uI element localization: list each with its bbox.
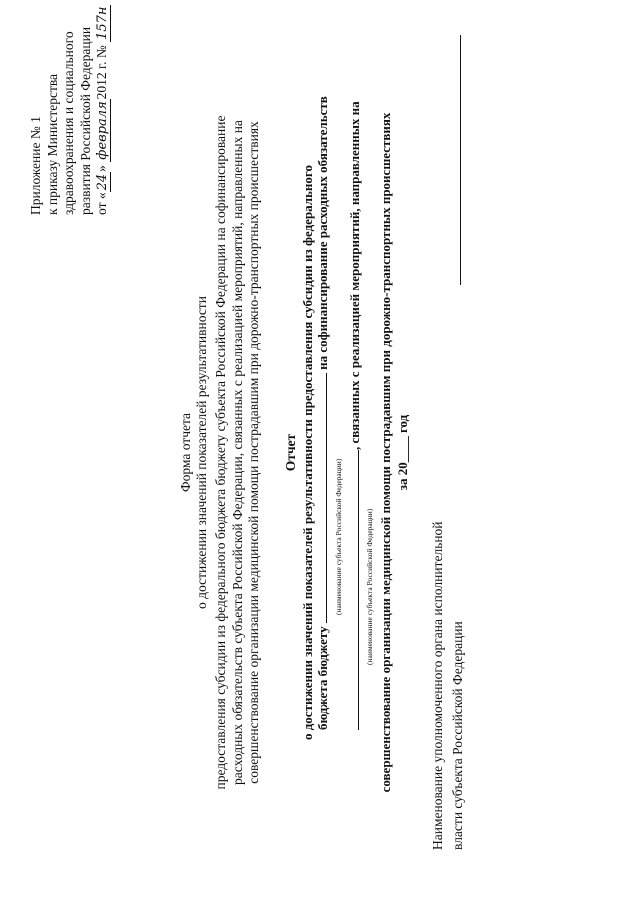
date-prefix: от « <box>94 192 109 215</box>
appendix-line: Приложение № 1 <box>28 116 43 215</box>
handwritten-number: 157н <box>95 6 110 40</box>
form-subtitle-text: о достижении значений показателей результативности <box>194 296 209 609</box>
form-desc-line: расходных обязательств субъекта Российской Федерации, связанных с реализацией мероприятий, направленных на <box>229 120 245 785</box>
report-title: Отчет <box>283 433 298 472</box>
authority-name-blank[interactable] <box>460 35 461 285</box>
report-year-line: за 20____ год <box>395 414 410 491</box>
subject-name-blank[interactable] <box>326 373 327 623</box>
field-caption: (наименование субъекта Российской Федерации) <box>365 508 374 665</box>
form-title-text: Форма отчета <box>178 412 193 493</box>
handwritten-day: 24 <box>95 173 110 191</box>
report-line: о достижении значений показателей результативности предоставления субсидии из федерального <box>300 164 315 741</box>
report-line-end: на софинансирование расходных обязательств <box>315 96 330 370</box>
authority-label-line: власти субъекта Российской Федерации <box>450 621 465 850</box>
handwritten-month: февраля <box>95 101 110 160</box>
report-line-start: бюджета бюджету <box>315 626 330 730</box>
appendix-line: развития Российской Федерации <box>77 26 93 215</box>
subject-name-blank-2[interactable] <box>358 450 359 730</box>
form-title <box>178 0 210 905</box>
form-description <box>213 0 263 905</box>
report-line: совершенствование организации медицинской помощи пострадавшим при дорожно-транспортных происшествиях <box>378 112 393 793</box>
report-line-end: , связанных с реализацией мероприятий, направленных на <box>347 101 362 450</box>
appendix-line: здравоохранения и социального <box>61 31 76 215</box>
appendix-block <box>28 6 112 215</box>
authority-label <box>428 521 468 850</box>
authority-label-line: Наименование уполномоченного органа исполнительной <box>430 521 445 850</box>
field-caption: (наименование субъекта Российской Федерации) <box>334 458 343 615</box>
form-desc-line: предоставления субсидии из федерального бюджета бюджету субъекта Российской Федерации на софинансирование <box>213 115 228 790</box>
date-mid: » <box>94 165 109 172</box>
appendix-date <box>94 6 112 215</box>
report-line-subject <box>315 96 331 730</box>
appendix-line: к приказу Министерства <box>44 73 60 215</box>
form-desc-line: совершенствование организации медицинской помощи пострадавшим при дорожно-транспортных происшествиях <box>246 121 261 784</box>
report-line-subject-2 <box>347 101 363 730</box>
date-year: 2012 г. № <box>94 45 109 100</box>
